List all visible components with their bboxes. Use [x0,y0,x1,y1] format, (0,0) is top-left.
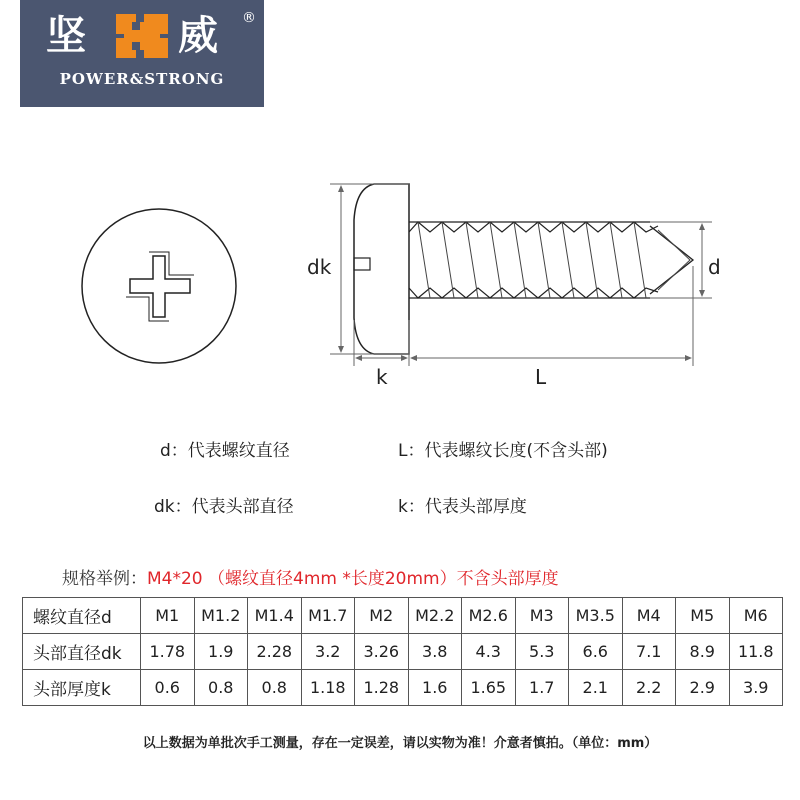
legend-L: L：代表螺纹长度(不含头部) [398,441,608,461]
row-header: 头部直径dk [23,634,141,670]
table-cell: 3.2 [301,634,355,670]
dimension-lines [330,184,712,366]
table-cell: M4 [622,598,676,634]
table-cell: 2.1 [569,670,623,706]
brand-mark-icon [112,10,172,62]
legend-k: k：代表头部厚度 [398,497,527,517]
table-cell: 1.65 [462,670,516,706]
brand-english-name: POWER&STRONG [59,70,225,88]
table-row [23,634,783,670]
legend-dk: dk：代表头部直径 [154,497,294,517]
table-cell: 7.1 [622,634,676,670]
table-cell: M3.5 [569,598,623,634]
registered-mark: ® [242,10,256,26]
table-cell: 1.9 [194,634,248,670]
table-cell: 0.6 [141,670,195,706]
measurement-note: 以上数据为单批次手工测量，存在一定误差，请以实物为准！介意者慎拍。（单位：mm） [142,736,658,751]
table-row [23,670,783,706]
table-cell: 2.9 [676,670,730,706]
table-cell: M5 [676,598,730,634]
table-cell: 4.3 [462,634,516,670]
spec-example-label: 规格举例： [62,569,147,589]
table-cell: 11.8 [729,634,783,670]
table-cell: 3.9 [729,670,783,706]
table-cell: 2.2 [622,670,676,706]
table-cell: 6.6 [569,634,623,670]
table-cell: M1.7 [301,598,355,634]
table-cell: M1.2 [194,598,248,634]
table-cell: 1.7 [515,670,569,706]
spec-table [22,597,783,706]
table-cell: M6 [729,598,783,634]
screw-drawing [0,170,800,400]
table-cell: 1.78 [141,634,195,670]
spec-example-value: M4*20 （螺纹直径4mm *长度20mm）不含头部厚度 [147,569,559,589]
screw-side-view [354,184,693,354]
dim-label-d: d [708,255,721,279]
dim-label-k: k [376,365,388,389]
screw-head-top-view [82,209,236,363]
dim-label-dk: dk [307,255,332,279]
table-cell: M3 [515,598,569,634]
table-cell: 1.28 [355,670,409,706]
table-cell: 3.26 [355,634,409,670]
brand-name-right: 威 [178,12,218,59]
table-cell: 8.9 [676,634,730,670]
row-header: 螺纹直径d [23,598,141,634]
legend-d: d：代表螺纹直径 [160,441,290,461]
table-cell: 0.8 [248,670,302,706]
table-cell: 3.8 [408,634,462,670]
brand-name-left: 坚 [46,12,86,59]
table-row [23,598,783,634]
table-cell: 2.28 [248,634,302,670]
row-header: 头部厚度k [23,670,141,706]
table-cell: 0.8 [194,670,248,706]
spec-example [62,564,559,589]
table-cell: M2 [355,598,409,634]
table-cell: 1.18 [301,670,355,706]
table-cell: M1 [141,598,195,634]
table-cell: 5.3 [515,634,569,670]
table-cell: 1.6 [408,670,462,706]
dim-label-L: L [535,365,547,389]
table-cell: M2.6 [462,598,516,634]
brand-logo [20,0,264,107]
table-cell: M2.2 [408,598,462,634]
table-cell: M1.4 [248,598,302,634]
